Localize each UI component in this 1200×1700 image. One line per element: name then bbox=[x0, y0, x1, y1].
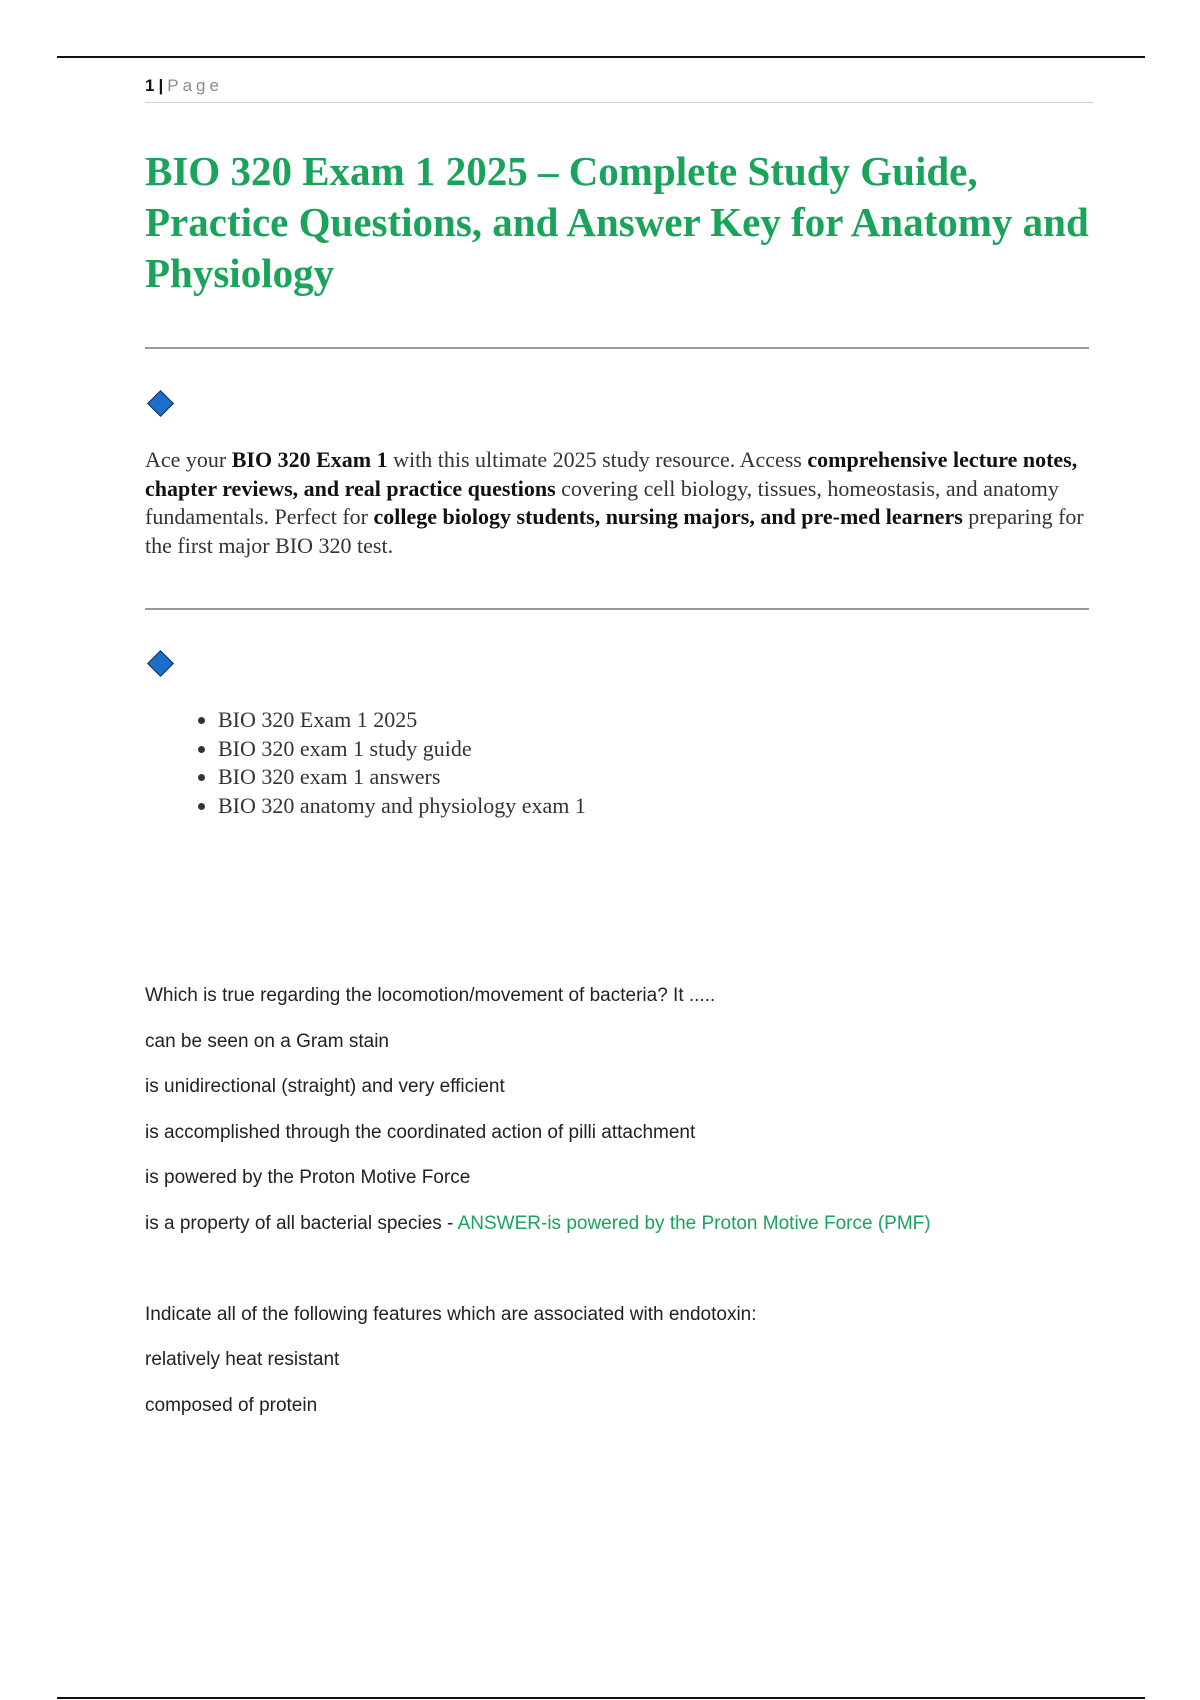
intro-paragraph bbox=[145, 446, 1095, 560]
intro-segment-bold: college biology students, nursing majors, and pre-med learners bbox=[373, 504, 963, 529]
keyword-item: • BIO 320 Exam 1 2025 bbox=[218, 706, 586, 735]
intro-segment-bold: BIO 320 Exam 1 bbox=[231, 447, 388, 472]
intro-segment: Ace your bbox=[145, 447, 232, 472]
page-header bbox=[145, 76, 1093, 103]
question-1-option: can be seen on a Gram stain bbox=[145, 1031, 389, 1052]
question-1-option: is accomplished through the coordinated action of pilli attachment bbox=[145, 1122, 696, 1143]
intro-segment: with this ultimate 2025 study resource. Access bbox=[387, 447, 808, 472]
question-1-answer: ANSWER-is powered by the Proton Motive Force (PMF) bbox=[457, 1213, 931, 1234]
page-separator: | bbox=[158, 76, 164, 95]
keyword-item: • BIO 320 exam 1 answers bbox=[218, 763, 586, 792]
section-divider bbox=[145, 347, 1089, 349]
bottom-border-rule bbox=[57, 1697, 1145, 1699]
section-divider bbox=[145, 608, 1089, 610]
question-1-option: is unidirectional (straight) and very efficient bbox=[145, 1076, 505, 1097]
question-2-option: relatively heat resistant bbox=[145, 1349, 340, 1370]
question-1-option-with-answer bbox=[145, 1212, 931, 1236]
diamond-bullet-icon bbox=[147, 390, 174, 417]
page-number: 1 bbox=[145, 76, 155, 95]
keyword-list bbox=[185, 706, 586, 820]
question-1-option: is a property of all bacterial species - bbox=[145, 1213, 458, 1234]
question-2-prompt: Indicate all of the following features which are associated with endotoxin: bbox=[145, 1304, 757, 1325]
diamond-bullet-icon bbox=[147, 650, 174, 677]
keyword-item: • BIO 320 exam 1 study guide bbox=[218, 735, 586, 764]
intro-segment-bold: comprehensive lecture notes, chapter reviews, and real practice questions bbox=[145, 447, 1078, 501]
keyword-item: • BIO 320 anatomy and physiology exam 1 bbox=[218, 792, 586, 821]
intro-segment: covering cell biology, tissues, homeostasis, and anatomy fundamentals. Perfect for bbox=[145, 475, 1059, 529]
question-1-prompt: Which is true regarding the locomotion/movement of bacteria? It ..... bbox=[145, 985, 716, 1006]
document-title: BIO 320 Exam 1 2025 – Complete Study Guide, Practice Questions, and Answer Key for Anatomy and Physiology bbox=[145, 148, 1089, 296]
question-1-option: is powered by the Proton Motive Force bbox=[145, 1167, 471, 1188]
page-label: Page bbox=[167, 76, 223, 95]
question-2-option: composed of protein bbox=[145, 1395, 318, 1416]
top-border-rule bbox=[57, 56, 1145, 58]
intro-segment: preparing for the first major BIO 320 test. bbox=[145, 504, 1084, 558]
